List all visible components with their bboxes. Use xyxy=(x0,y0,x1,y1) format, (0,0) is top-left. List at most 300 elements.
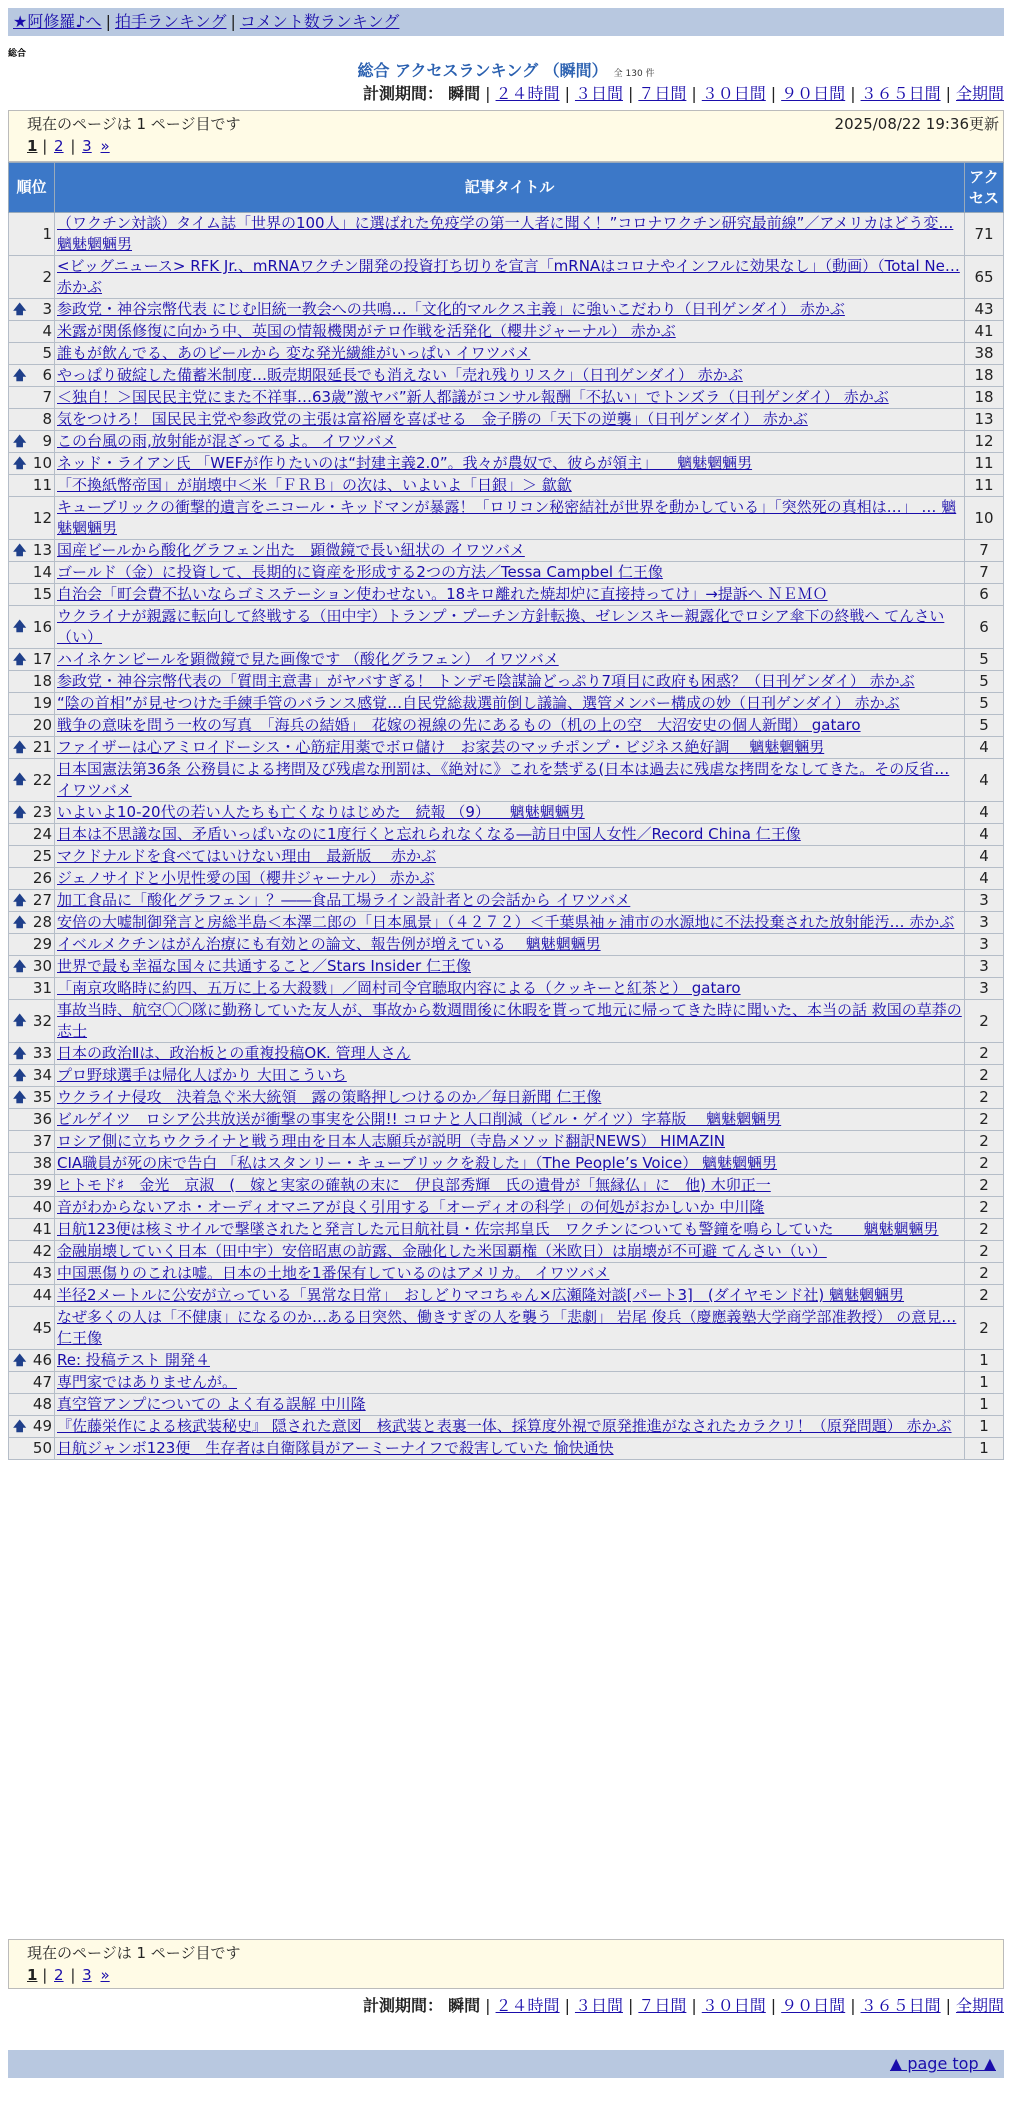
rank-number: 38 xyxy=(32,1154,52,1172)
title-cell xyxy=(55,1372,965,1394)
article-link[interactable]: 参政党・神谷宗幣代表の「質問主意書」がヤバすぎる！ トンデモ陰謀論どっぷり7項目に政府も困惑？（日刊ゲンダイ） 赤かぶ xyxy=(57,672,915,690)
rank-cell xyxy=(9,715,55,737)
access-count: 2 xyxy=(965,1087,1004,1109)
rank-cell xyxy=(9,890,55,912)
page-title: 総合 アクセスランキング （瞬間） xyxy=(357,61,608,80)
rank-number: 17 xyxy=(32,650,52,668)
table-row xyxy=(9,1394,1004,1416)
title-cell xyxy=(55,365,965,387)
rank-number: 29 xyxy=(32,935,52,953)
article-link[interactable]: 誰もが飲んでる、あのビールから 変な発光繊維がいっぱい イワツバメ xyxy=(57,344,531,362)
article-link[interactable]: 米露が関係修復に向かう中、英国の情報機関がテロ作戦を活発化（櫻井ジャーナル） 赤かぶ xyxy=(57,322,676,340)
article-link[interactable]: 「不換紙幣帝国」が崩壊中＜米「ＦＲＢ」の次は、いよいよ「日銀」＞ 歙歙 xyxy=(57,476,572,494)
table-row xyxy=(9,1307,1004,1350)
table-row xyxy=(9,1416,1004,1438)
rank-cell xyxy=(9,846,55,868)
rank-number: 44 xyxy=(32,1286,52,1304)
table-row xyxy=(9,1109,1004,1131)
rank-up-arrow-icon: 🡅 xyxy=(13,805,27,820)
rank-cell xyxy=(9,1219,55,1241)
table-row xyxy=(9,1350,1004,1372)
rank-number: 22 xyxy=(32,770,52,789)
title-cell xyxy=(55,606,965,649)
title-cell xyxy=(55,540,965,562)
current-page-text: 現在のページは 1 ページ目です xyxy=(27,115,241,133)
rank-cell xyxy=(9,1175,55,1197)
table-row xyxy=(9,606,1004,649)
table-row xyxy=(9,759,1004,802)
access-count: 38 xyxy=(965,343,1004,365)
table-row xyxy=(9,453,1004,475)
access-count: 3 xyxy=(965,934,1004,956)
article-link[interactable]: いよいよ10-20代の若い人たちも亡くなりはじめた 続報 （9） 魑魅魍魎男 xyxy=(57,803,585,821)
table-row xyxy=(9,693,1004,715)
article-link[interactable]: プロ野球選手は帰化人ばかり 大田こういち xyxy=(57,1066,347,1084)
table-row xyxy=(9,365,1004,387)
period-current: 瞬間 xyxy=(448,84,481,103)
rank-number: 48 xyxy=(32,1395,52,1413)
table-row xyxy=(9,1153,1004,1175)
period-current: 瞬間 xyxy=(448,1996,481,2015)
total-count: 全 130 件 xyxy=(613,69,655,79)
article-link[interactable]: 日本の政治Ⅱは、政治板との重複投稿OK. 管理人さん xyxy=(57,1044,411,1062)
rank-cell xyxy=(9,1065,55,1087)
rank-cell xyxy=(9,1197,55,1219)
rank-number: 19 xyxy=(32,694,52,712)
rank-up-arrow-icon: 🡅 xyxy=(13,893,27,908)
access-count: 2 xyxy=(965,1043,1004,1065)
nav-separator: | xyxy=(230,12,236,31)
article-link[interactable]: 金融崩壊していく日本（田中宇）安倍昭恵の訪露、金融化した米国覇権（米欧日）は崩壊が不可避 てんさい（い） xyxy=(57,1242,827,1260)
pager-link-3[interactable]: 3 xyxy=(82,137,92,155)
table-row xyxy=(9,256,1004,299)
title-cell xyxy=(55,213,965,256)
title-cell xyxy=(55,715,965,737)
table-row xyxy=(9,1065,1004,1087)
rank-up-arrow-icon: 🡅 xyxy=(13,740,27,755)
rank-up-arrow-icon: 🡅 xyxy=(13,302,27,317)
comment-ranking-link[interactable]: コメント数ランキング xyxy=(239,12,400,31)
rank-number: 43 xyxy=(32,1264,52,1282)
table-row xyxy=(9,1131,1004,1153)
rank-number: 45 xyxy=(32,1318,52,1337)
rank-cell xyxy=(9,299,55,321)
rank-number: 21 xyxy=(32,738,52,756)
table-row xyxy=(9,1438,1004,1460)
table-row xyxy=(9,213,1004,256)
rank-number: 7 xyxy=(42,388,52,406)
rank-number: 10 xyxy=(32,454,52,472)
access-count: 7 xyxy=(965,540,1004,562)
period-selector-top: 計測期間： 瞬間 | ２４時間 | ３日間 | ７日間 | ３０日間 | ９０日間 | ３６５日間 | 全期間 xyxy=(363,84,1004,103)
period-link-3d[interactable]: ３日間 xyxy=(574,1996,623,2015)
rank-cell xyxy=(9,540,55,562)
rank-up-arrow-icon: 🡅 xyxy=(13,1419,27,1434)
article-link[interactable]: ＜独自！＞国民民主党にまた不祥事…63歳”激ヤバ”新人都議がコンサル報酬「不払い」でトンズラ（日刊ゲンダイ） 赤かぶ xyxy=(57,388,889,406)
rank-number: 35 xyxy=(32,1088,52,1106)
rank-number: 30 xyxy=(32,957,52,975)
rank-up-arrow-icon: 🡅 xyxy=(13,619,27,635)
article-link[interactable]: 日航123便は核ミサイルで撃墜されたと発言した元日航社員・佐宗邦皇氏 ワクチンについても警鐘を鳴らしていた 魑魅魍魎男 xyxy=(57,1220,939,1238)
period-link-90d[interactable]: ９０日間 xyxy=(781,84,846,103)
article-link[interactable]: ロシア側に立ちウクライナと戦う理由を日本人志願兵が説明（寺島メソッド翻訳NEWS） HIMAZIN xyxy=(57,1132,725,1150)
access-count: 11 xyxy=(965,475,1004,497)
article-link[interactable]: 「南京攻略時に約四、五万に上る大殺戮」／岡村司令官聴取内容による（クッキーと紅茶と） gataro xyxy=(57,979,741,997)
pager-link-2[interactable]: 2 xyxy=(54,137,64,155)
table-row xyxy=(9,343,1004,365)
article-link[interactable]: 事故当時、航空〇〇隊に勤務していた友人が、事故から数週間後に休暇を貰って地元に帰ってきた時に聞いた、本当の話 救国の草莽の志士 xyxy=(57,1001,962,1040)
access-count: 4 xyxy=(965,737,1004,759)
table-row xyxy=(9,737,1004,759)
article-link[interactable]: 国産ビールから酸化グラフェン出た 顕微鏡で長い紐状の イワツバメ xyxy=(57,541,525,559)
rank-cell xyxy=(9,1372,55,1394)
rank-number: 37 xyxy=(32,1132,52,1150)
rank-cell xyxy=(9,649,55,671)
rank-up-arrow-icon: 🡅 xyxy=(13,434,27,449)
table-row xyxy=(9,671,1004,693)
table-row xyxy=(9,956,1004,978)
access-count: 41 xyxy=(965,321,1004,343)
article-link[interactable]: 『佐藤栄作による核武装秘史』 隠された意図 核武装と表裏一体、採算度外視で原発推進がなされたカラクリ！（原発問題） 赤かぶ xyxy=(57,1417,952,1435)
article-link[interactable]: Re: 投稿テスト 開発４ xyxy=(57,1351,210,1369)
article-link[interactable]: 安倍の大嘘制御発言と房総半島＜本澤二郎の「日本風景」（４２７２）＜千葉県袖ヶ浦市の水源地に不法投棄された放射能汚… 赤かぶ xyxy=(57,913,955,931)
rank-number: 1 xyxy=(42,224,52,243)
access-count: 5 xyxy=(965,671,1004,693)
pager-link-2[interactable]: 2 xyxy=(54,1966,64,1984)
header-rank: 順位 xyxy=(9,163,55,213)
title-cell xyxy=(55,759,965,802)
pager-next[interactable]: » xyxy=(100,137,110,155)
rank-cell xyxy=(9,1307,55,1350)
article-link[interactable]: 加工食品に「酸化グラフェン」？――食品工場ライン設計者との会話から イワツバメ xyxy=(57,891,631,909)
rank-cell xyxy=(9,431,55,453)
period-link-all[interactable]: 全期間 xyxy=(955,1996,1004,2015)
title-cell xyxy=(55,649,965,671)
rank-cell xyxy=(9,409,55,431)
table-row xyxy=(9,1175,1004,1197)
rank-number: 11 xyxy=(32,476,52,494)
access-count: 2 xyxy=(965,1000,1004,1043)
article-link[interactable]: 専門家ではありませんが。 xyxy=(57,1373,238,1391)
access-count: 2 xyxy=(965,1131,1004,1153)
access-count: 13 xyxy=(965,409,1004,431)
title-cell xyxy=(55,824,965,846)
title-cell xyxy=(55,409,965,431)
rank-cell xyxy=(9,1087,55,1109)
period-link-365d[interactable]: ３６５日間 xyxy=(860,84,941,103)
article-link[interactable]: ハイネケンビールを顕微鏡で見た画像です （酸化グラフェン） イワツバメ xyxy=(57,650,559,668)
rank-number: 26 xyxy=(32,869,52,887)
article-link[interactable]: ウクライナ侵攻 決着急ぐ米大統領 露の策略押しつけるのか／毎日新聞 仁王像 xyxy=(57,1088,602,1106)
table-row xyxy=(9,934,1004,956)
title-cell xyxy=(55,321,965,343)
access-count: 2 xyxy=(965,1175,1004,1197)
rank-cell xyxy=(9,671,55,693)
access-count: 7 xyxy=(965,562,1004,584)
access-count: 18 xyxy=(965,365,1004,387)
article-link[interactable]: なぜ多くの人は「不健康」になるのか…ある日突然、働きすぎの人を襲う「悲劇」 岩尾 俊兵（慶應義塾大学商学部准教授） の意見… 仁王像 xyxy=(57,1308,957,1347)
access-count: 2 xyxy=(965,1285,1004,1307)
title-cell xyxy=(55,1241,965,1263)
period-link-24h[interactable]: ２４時間 xyxy=(495,84,560,103)
article-link[interactable]: イベルメクチンはがん治療にも有効との論文、報告例が増えている 魑魅魍魎男 xyxy=(57,935,601,953)
title-cell xyxy=(55,737,965,759)
table-row xyxy=(9,649,1004,671)
article-link[interactable]: やっぱり破綻した備蓄米制度…販売期限延長でも消えない「売れ残りリスク」（日刊ゲンダイ） 赤かぶ xyxy=(57,366,743,384)
article-link[interactable]: ネッド・ライアン氏 「WEFが作りたいのは“封建主義2.0”。我々が農奴で、彼らが領主」 魑魅魍魎男 xyxy=(57,454,753,472)
access-count: 71 xyxy=(965,213,1004,256)
period-link-30d[interactable]: ３０日間 xyxy=(701,84,766,103)
table-row xyxy=(9,321,1004,343)
table-header-row xyxy=(9,163,1004,213)
rank-number: 14 xyxy=(32,563,52,581)
rank-up-arrow-icon: 🡅 xyxy=(13,772,27,788)
rank-up-arrow-icon: 🡅 xyxy=(13,543,27,558)
article-link[interactable]: 世界で最も幸福な国々に共通すること／Stars Insider 仁王像 xyxy=(57,957,471,975)
title-cell xyxy=(55,846,965,868)
rank-cell xyxy=(9,759,55,802)
table-row xyxy=(9,409,1004,431)
rank-up-arrow-icon: 🡅 xyxy=(13,652,27,667)
article-link[interactable]: ゴールド（金）に投資して、長期的に資産を形成する2つの方法／Tessa Campbel 仁王像 xyxy=(57,563,663,581)
rank-number: 3 xyxy=(42,300,52,318)
access-count: 4 xyxy=(965,846,1004,868)
period-label: 計測期間： xyxy=(363,1996,444,2015)
title-cell xyxy=(55,671,965,693)
title-cell xyxy=(55,868,965,890)
rank-cell xyxy=(9,978,55,1000)
article-link[interactable]: 日航ジャンボ123便 生存者は自衛隊員がアーミーナイフで殺害していた 愉快通快 xyxy=(57,1439,614,1457)
table-row xyxy=(9,890,1004,912)
pager-current: 1 xyxy=(27,137,38,155)
access-count: 4 xyxy=(965,802,1004,824)
access-count: 2 xyxy=(965,1263,1004,1285)
table-row xyxy=(9,299,1004,321)
article-link[interactable]: 気をつけろ！ 国民民主党や参政党の主張は富裕層を喜ばせる 金子勝の「天下の逆襲」（日刊ゲンダイ） 赤かぶ xyxy=(57,410,808,428)
rank-cell xyxy=(9,1394,55,1416)
rank-number: 15 xyxy=(32,585,52,603)
title-cell xyxy=(55,299,965,321)
table-row xyxy=(9,824,1004,846)
title-cell xyxy=(55,1065,965,1087)
rank-number: 16 xyxy=(32,617,52,636)
title-cell xyxy=(55,1087,965,1109)
rank-number: 34 xyxy=(32,1066,52,1084)
home-link[interactable]: ★阿修羅♪へ xyxy=(13,12,102,31)
title-cell xyxy=(55,956,965,978)
period-link-7d[interactable]: ７日間 xyxy=(638,84,687,103)
ranking-body xyxy=(9,213,1004,1460)
access-count: 43 xyxy=(965,299,1004,321)
access-count: 6 xyxy=(965,606,1004,649)
access-count: 1 xyxy=(965,1372,1004,1394)
article-link[interactable]: ジェノサイドと小児性愛の国（櫻井ジャーナル） 赤かぶ xyxy=(57,869,435,887)
article-link[interactable]: ファイザーは心アミロイドーシス・心筋症用薬でボロ儲け お家芸のマッチポンプ・ビジネス絶好調 魑魅魍魎男 xyxy=(57,738,825,756)
access-count: 3 xyxy=(965,912,1004,934)
article-link[interactable]: 中国悪傷りのこれは嘘。日本の土地を1番保有しているのはアメリカ。 イワツバメ xyxy=(57,1264,610,1282)
article-link[interactable]: 参政党・神谷宗幣代表 にじむ旧統一教会への共鳴…「文化的マルクス主義」に強いこだわり（日刊ゲンダイ） 赤かぶ xyxy=(57,300,845,318)
table-row xyxy=(9,715,1004,737)
article-link[interactable]: 自治会「町会費不払いならゴミステーション使わせない。18キロ離れた焼却炉に直接持ってけ」→提訴へ ＮＥＭＯ xyxy=(57,585,828,603)
access-count: 6 xyxy=(965,584,1004,606)
access-count: 2 xyxy=(965,1241,1004,1263)
access-count: 5 xyxy=(965,649,1004,671)
table-row xyxy=(9,1087,1004,1109)
pager-link-3[interactable]: 3 xyxy=(82,1966,92,1984)
rank-cell xyxy=(9,584,55,606)
table-row xyxy=(9,1000,1004,1043)
title-cell xyxy=(55,1000,965,1043)
access-count: 2 xyxy=(965,1307,1004,1350)
rank-cell xyxy=(9,562,55,584)
article-link[interactable]: CIA職員が死の床で告白 「私はスタンリー・キューブリックを殺した」（The People’s Voice） 魑魅魍魎男 xyxy=(57,1154,778,1172)
rank-cell xyxy=(9,213,55,256)
page-info-bottom xyxy=(8,1939,1004,1989)
article-link[interactable]: マクドナルドを食べてはいけない理由 最新版 赤かぶ xyxy=(57,847,437,865)
rank-cell xyxy=(9,343,55,365)
rank-cell xyxy=(9,475,55,497)
pager: 1 | 2 | 3 » xyxy=(27,137,110,155)
category-label: 総合 xyxy=(8,49,27,59)
article-link[interactable]: 半径2メートルに公安が立っている「異常な日常」 おしどりマコちゃん×広瀬隆対談[パート3] (ダイヤモンド社) 魑魅魍魎男 xyxy=(57,1286,905,1304)
rank-number: 41 xyxy=(32,1220,52,1238)
rank-cell xyxy=(9,1438,55,1460)
title-cell xyxy=(55,1175,965,1197)
rank-up-arrow-icon: 🡅 xyxy=(13,1353,27,1368)
access-count: 18 xyxy=(965,387,1004,409)
access-count: 4 xyxy=(965,759,1004,802)
title-cell xyxy=(55,475,965,497)
title-cell xyxy=(55,387,965,409)
article-link[interactable]: ビルゲイツ ロシア公共放送が衝撃の事実を公開!! コロナと人口削減（ビル・ゲイツ）字幕版 魑魅魍魎男 xyxy=(57,1110,782,1128)
table-row xyxy=(9,912,1004,934)
rank-cell xyxy=(9,1131,55,1153)
rank-number: 5 xyxy=(42,344,52,362)
rank-cell xyxy=(9,497,55,540)
page-title-block xyxy=(8,58,1004,81)
table-row xyxy=(9,1241,1004,1263)
title-cell xyxy=(55,562,965,584)
title-cell xyxy=(55,1219,965,1241)
period-link-3d[interactable]: ３日間 xyxy=(574,84,623,103)
access-count: 65 xyxy=(965,256,1004,299)
article-link[interactable]: ウクライナが親露に転向して終戦する（田中宇）トランプ・プーチン方針転換、ゼレンスキー親露化でロシア傘下の終戦へ てんさい（い） xyxy=(57,607,945,646)
access-count: 1 xyxy=(965,1394,1004,1416)
title-cell xyxy=(55,1043,965,1065)
access-count: 2 xyxy=(965,1197,1004,1219)
rank-number: 46 xyxy=(32,1351,52,1369)
access-count: 5 xyxy=(965,693,1004,715)
article-link[interactable]: 戦争の意味を問う一枚の写真 「海兵の結婚」 花嫁の視線の先にあるもの（机の上の空 大沼安史の個人新聞） gataro xyxy=(57,716,861,734)
access-count: 5 xyxy=(965,715,1004,737)
period-link-30d[interactable]: ３０日間 xyxy=(701,1996,766,2015)
period-link-all[interactable]: 全期間 xyxy=(955,84,1004,103)
article-link[interactable]: 音がわからないアホ・オーディオマニアが良く引用する「オーディオの科学」の何処がおかしいか 中川隆 xyxy=(57,1198,765,1216)
article-link[interactable]: 真空管アンプについての よく有る誤解 中川隆 xyxy=(57,1395,366,1413)
rank-cell xyxy=(9,693,55,715)
rank-cell xyxy=(9,1241,55,1263)
rank-cell xyxy=(9,606,55,649)
rank-cell xyxy=(9,365,55,387)
rank-cell xyxy=(9,1285,55,1307)
title-cell xyxy=(55,912,965,934)
rank-number: 2 xyxy=(42,267,52,286)
article-link[interactable]: キューブリックの衝撃的遺言をニコール・キッドマンが暴露！「ロリコン秘密結社が世界を動かしている」「突然死の真相は…」 … 魑魅魍魎男 xyxy=(57,498,957,537)
rank-up-arrow-icon: 🡅 xyxy=(13,959,27,974)
rank-cell xyxy=(9,1153,55,1175)
header-access: アクセス xyxy=(965,163,1004,213)
rank-cell xyxy=(9,1263,55,1285)
access-count: 1 xyxy=(965,1438,1004,1460)
table-row xyxy=(9,497,1004,540)
article-link[interactable]: この台風の雨,放射能が混ざってるよ。 イワツバメ xyxy=(57,432,397,450)
table-row xyxy=(9,387,1004,409)
article-link[interactable]: 日本は不思議な国、矛盾いっぱいなのに1度行くと忘れられなくなる―訪日中国人女性／Record China 仁王像 xyxy=(57,825,801,843)
rank-number: 50 xyxy=(32,1439,52,1457)
rank-cell xyxy=(9,1350,55,1372)
period-link-24h[interactable]: ２４時間 xyxy=(495,1996,560,2015)
rank-cell xyxy=(9,934,55,956)
rank-cell xyxy=(9,737,55,759)
table-row xyxy=(9,1372,1004,1394)
rank-cell xyxy=(9,1109,55,1131)
table-row xyxy=(9,540,1004,562)
access-count: 2 xyxy=(965,1219,1004,1241)
title-cell xyxy=(55,1197,965,1219)
rank-number: 23 xyxy=(32,803,52,821)
period-link-365d[interactable]: ３６５日間 xyxy=(860,1996,941,2015)
rank-number: 12 xyxy=(32,508,52,527)
period-link-90d[interactable]: ９０日間 xyxy=(781,1996,846,2015)
period-selector-bottom: 計測期間： 瞬間 | ２４時間 | ３日間 | ７日間 | ３０日間 | ９０日間 | ３６５日間 | 全期間 xyxy=(363,1996,1004,2015)
rank-cell xyxy=(9,1000,55,1043)
rank-number: 47 xyxy=(32,1373,52,1391)
article-link[interactable]: 日本国憲法第36条 公務員による拷問及び残虐な刑罰は、《絶対に》これを禁ずる(日本は過去に残虐な拷問をなしてきた。その反省… イワツバメ xyxy=(57,760,950,799)
title-cell xyxy=(55,1109,965,1131)
rank-number: 39 xyxy=(32,1176,52,1194)
article-link[interactable]: ヒトモド♯ 金光 京淑 ( 嫁と実家の確執の末に 伊良部秀輝 氏の遺骨が「無縁仏」に 他) 木卯正一 xyxy=(57,1176,771,1194)
period-link-7d[interactable]: ７日間 xyxy=(638,1996,687,2015)
title-cell xyxy=(55,802,965,824)
ranking-table xyxy=(8,162,1004,1460)
article-link[interactable]: “陰の首相”が見せつけた手練手管のバランス感覚…自民党総裁選前倒し議論、選管メンバー構成の妙（日刊ゲンダイ） 赤かぶ xyxy=(57,694,900,712)
top-nav-bar xyxy=(8,8,1004,36)
rank-cell xyxy=(9,256,55,299)
current-page-text: 現在のページは 1 ページ目です xyxy=(27,1944,241,1962)
table-row xyxy=(9,1285,1004,1307)
pager-next[interactable]: » xyxy=(100,1966,110,1984)
access-count: 2 xyxy=(965,1109,1004,1131)
title-cell xyxy=(55,1438,965,1460)
article-link[interactable]: （ワクチン対談）タイム誌「世界の100人」に選ばれた免疫学の第一人者に聞く！”コロナワクチン研究最前線”／アメリカはどう変… 魑魅魍魎男 xyxy=(57,214,954,253)
article-link[interactable]: <ビッグニュース> RFK Jr.、mRNAワクチン開発の投資打ち切りを宣言「mRNAはコロナやインフルに効果なし」（動画）（Total Ne… 赤かぶ xyxy=(57,257,960,296)
rank-number: 36 xyxy=(32,1110,52,1128)
applause-ranking-link[interactable]: 拍手ランキング xyxy=(114,12,227,31)
page-info-top xyxy=(8,110,1004,162)
table-row xyxy=(9,584,1004,606)
rank-cell xyxy=(9,868,55,890)
rank-cell xyxy=(9,912,55,934)
rank-number: 8 xyxy=(42,410,52,428)
title-cell xyxy=(55,256,965,299)
rank-number: 24 xyxy=(32,825,52,843)
page-top-link[interactable]: ▲ page top ▲ xyxy=(889,2054,996,2073)
access-count: 3 xyxy=(965,978,1004,1000)
access-count: 4 xyxy=(965,824,1004,846)
rank-number: 4 xyxy=(42,322,52,340)
access-count: 2 xyxy=(965,1153,1004,1175)
title-cell xyxy=(55,343,965,365)
